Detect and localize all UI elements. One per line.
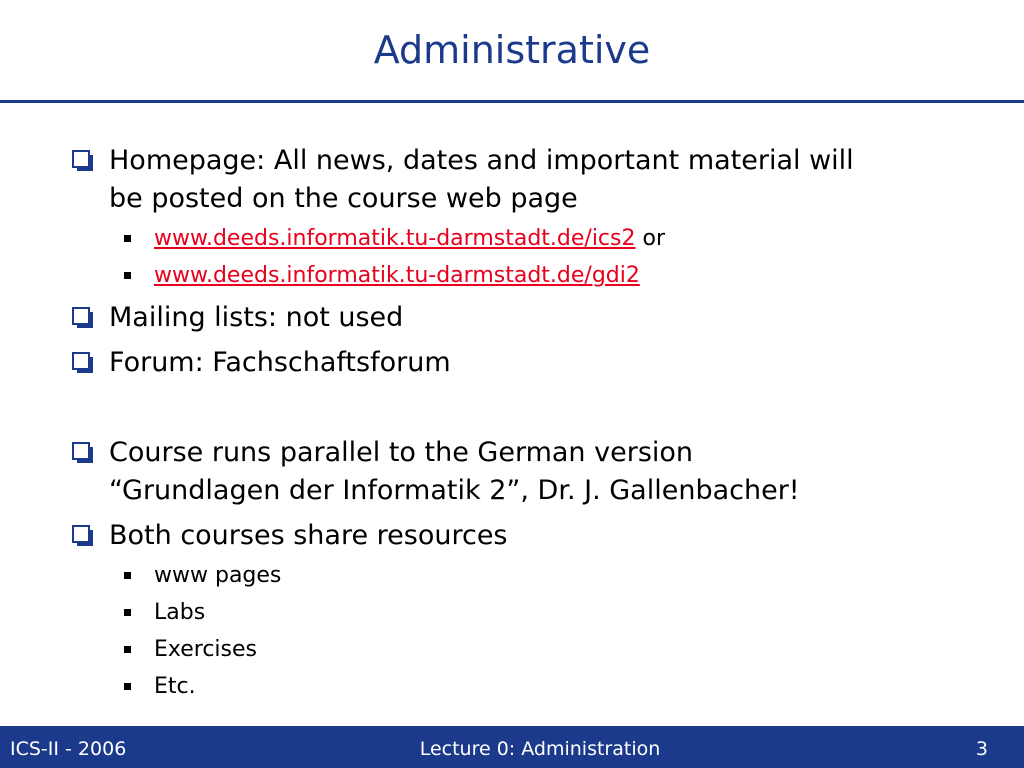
ics2-link[interactable]: www.deeds.informatik.tu-darmstadt.de/ics2 bbox=[154, 226, 636, 251]
checkbox-bullet-icon bbox=[72, 442, 90, 460]
sub-bullet-text: www pages bbox=[154, 563, 282, 588]
square-bullet-icon bbox=[124, 235, 131, 242]
square-bullet-icon bbox=[124, 572, 131, 579]
square-bullet-icon bbox=[124, 609, 131, 616]
square-bullet-icon bbox=[124, 683, 131, 690]
page-number: 3 bbox=[975, 738, 988, 760]
slide-title: Administrative bbox=[373, 28, 651, 72]
footer-course: ICS-II - 2006 bbox=[10, 738, 127, 760]
slide-footer bbox=[0, 726, 1024, 768]
gdi2-link[interactable]: www.deeds.informatik.tu-darmstadt.de/gdi2 bbox=[154, 263, 640, 288]
sub-bullet-link-gdi2 bbox=[124, 261, 984, 291]
bullet-homepage bbox=[72, 142, 992, 218]
sub-bullet-text: Etc. bbox=[154, 674, 196, 699]
footer-lecture-title: Lecture 0: Administration bbox=[419, 738, 661, 760]
bullet-share bbox=[72, 517, 992, 555]
bullet-forum-text: Forum: Fachschaftsforum bbox=[109, 347, 451, 378]
bullet-homepage-line1: Homepage: All news, dates and important material will bbox=[109, 145, 854, 176]
square-bullet-icon bbox=[124, 646, 131, 653]
link-suffix: or bbox=[642, 226, 666, 251]
bullet-course-line2: “Grundlagen der Informatik 2”, Dr. J. Gallenbacher! bbox=[109, 475, 800, 506]
sub-bullet-link-ics2 bbox=[124, 224, 984, 254]
sub-bullet-text: Exercises bbox=[154, 637, 258, 662]
bullet-share-text: Both courses share resources bbox=[109, 520, 508, 551]
checkbox-bullet-icon bbox=[72, 307, 90, 325]
bullet-course-line1: Course runs parallel to the German version bbox=[109, 437, 694, 468]
bullet-mailing bbox=[72, 299, 992, 337]
bullet-forum bbox=[72, 344, 992, 382]
checkbox-bullet-icon bbox=[72, 352, 90, 370]
sub-bullet-etc bbox=[124, 672, 984, 702]
sub-bullet-text: Labs bbox=[154, 600, 206, 625]
bullet-mailing-text: Mailing lists: not used bbox=[109, 302, 404, 333]
bullet-course bbox=[72, 434, 992, 510]
sub-bullet-exercises bbox=[124, 635, 984, 665]
bullet-homepage-line2: be posted on the course web page bbox=[109, 183, 578, 214]
checkbox-bullet-icon bbox=[72, 525, 90, 543]
square-bullet-icon bbox=[124, 272, 131, 279]
sub-bullet-labs bbox=[124, 598, 984, 628]
sub-bullet-www-pages bbox=[124, 561, 984, 591]
checkbox-bullet-icon bbox=[72, 150, 90, 168]
